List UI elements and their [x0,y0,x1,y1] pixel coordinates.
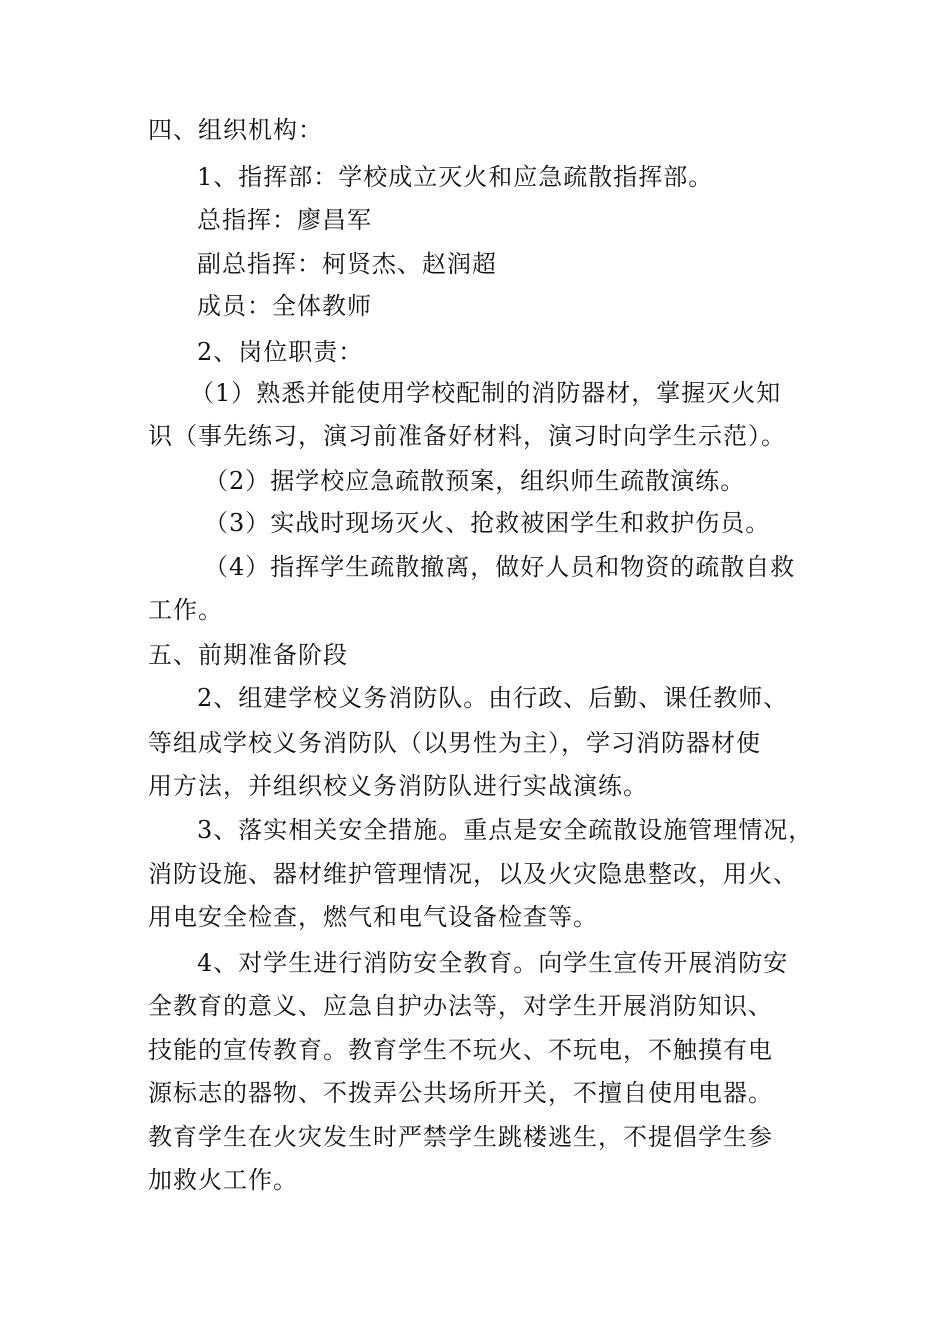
duty-item-4-line: （4）指挥学生疏散撤离，做好人员和物资的疏散自救 [204,553,796,581]
preparation-item-2-line: 2、组建学校义务消防队。由行政、后勤、课任教师、 [197,684,789,712]
duty-item-2-line: （2）据学校应急疏散预案，组织师生疏散演练。 [204,467,746,495]
preparation-item-4-continuation: 技能的宣传教育。教育学生不玩火、不玩电，不触摸有电 [148,1036,773,1064]
duty-item-4-continuation: 工作。 [148,596,223,624]
chief-commander-line: 总指挥：廖昌军 [197,206,372,234]
preparation-item-4-continuation: 全教育的意义、应急自护办法等，对学生开展消防知识、 [148,992,773,1020]
duties-heading: 2、岗位职责： [197,338,364,366]
deputy-commander-line: 副总指挥：柯贤杰、赵润超 [197,250,497,278]
preparation-item-4-continuation: 教育学生在火灾发生时严禁学生跳楼逃生，不提倡学生参 [148,1123,773,1151]
duty-item-1-continuation: 识（事先练习，演习前准备好材料，演习时向学生示范）。 [148,422,786,450]
preparation-item-2-continuation: 用方法，并组织校义务消防队进行实战演练。 [148,772,648,800]
command-center-line: 1、指挥部：学校成立灭火和应急疏散指挥部。 [197,163,714,191]
preparation-item-4-continuation: 加救火工作。 [148,1166,298,1194]
preparation-item-2-continuation: 等组成学校义务消防队（以男性为主），学习消防器材使 [148,729,761,757]
preparation-item-3-line: 3、落实相关安全措施。重点是安全疏散设施管理情况， [197,816,814,844]
section-heading-organization: 四、组织机构： [148,116,323,144]
preparation-item-3-continuation: 用电安全检查，燃气和电气设备检查等。 [148,903,598,931]
members-line: 成员：全体教师 [197,292,372,320]
duty-item-1-line: （1）熟悉并能使用学校配制的消防器材，掌握灭火知 [190,379,782,407]
preparation-item-3-continuation: 消防设施、器材维护管理情况，以及火灾隐患整改，用火、 [148,860,798,888]
duty-item-3-line: （3）实战时现场灭火、抢救被困学生和救护伤员。 [204,509,771,537]
preparation-item-4-continuation: 源标志的器物、不拨弄公共场所开关，不擅自使用电器。 [148,1079,773,1107]
preparation-item-4-line: 4、对学生进行消防安全教育。向学生宣传开展消防安 [197,949,789,977]
section-heading-preparation: 五、前期准备阶段 [148,641,348,669]
